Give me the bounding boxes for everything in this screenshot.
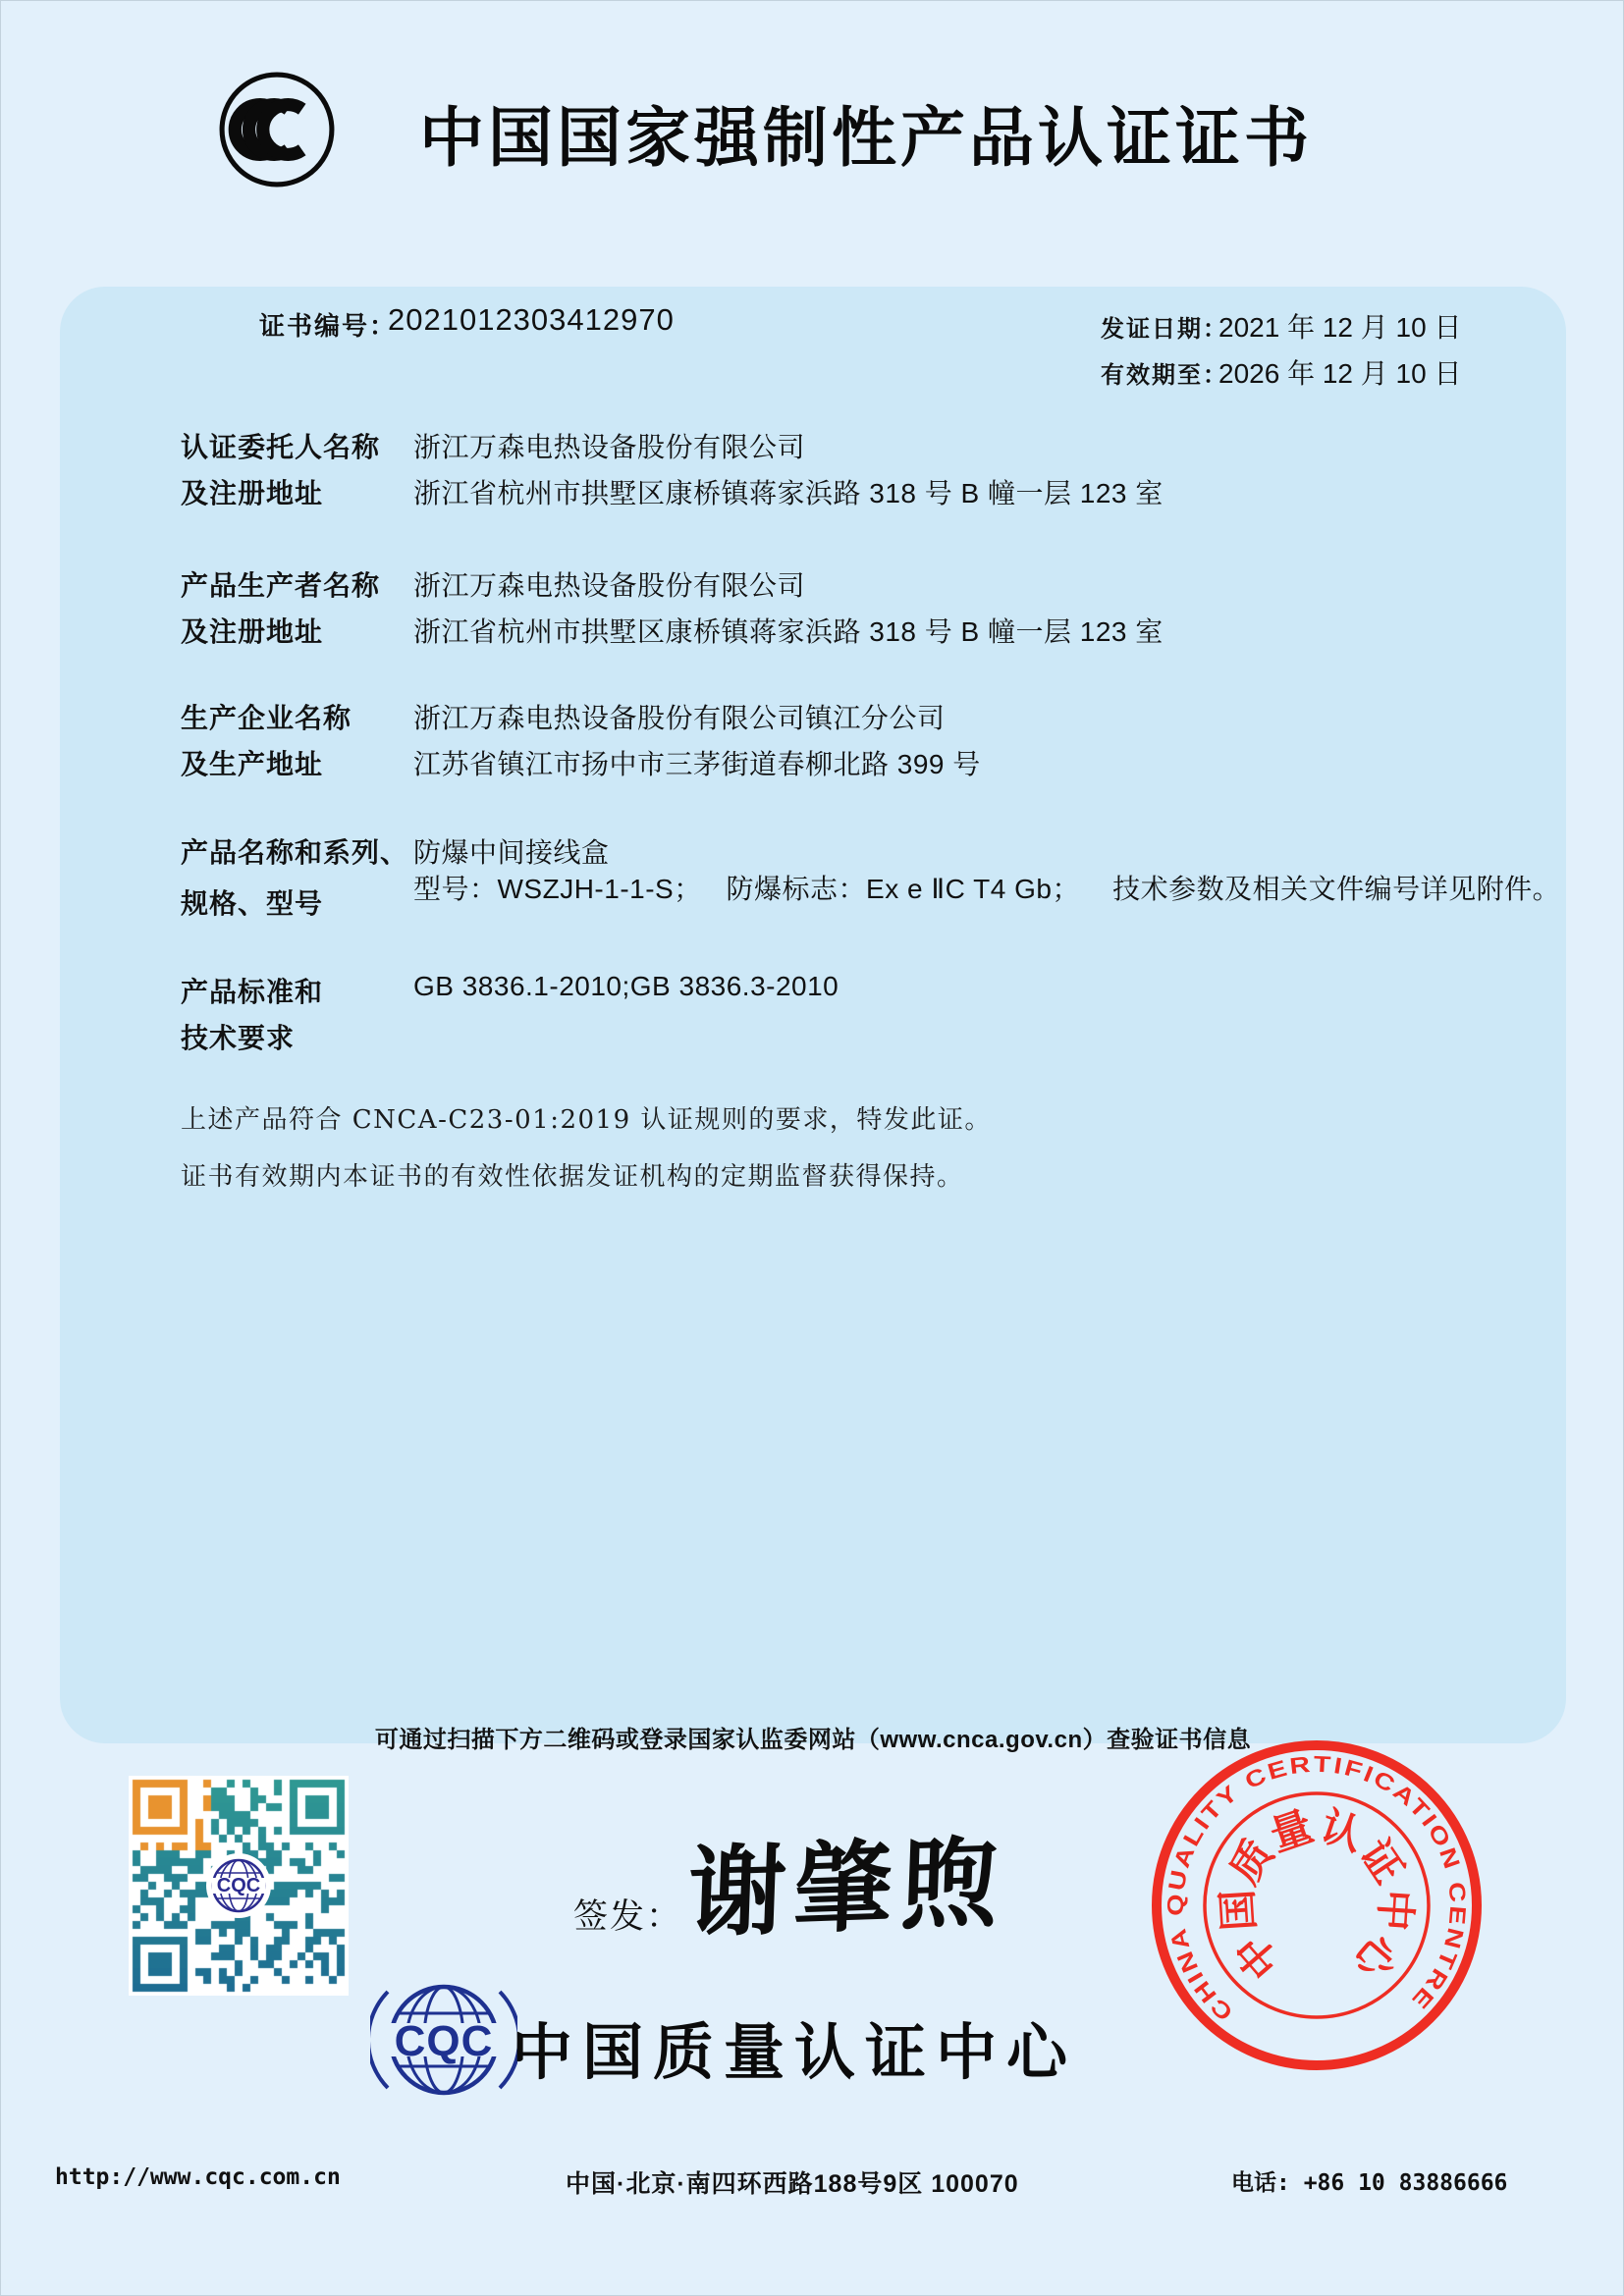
field-label: 产品生产者名称 [181,570,381,601]
issue-date-value: 2021 年 12 月 10 日 [1218,312,1462,343]
stamp-cn-text [1214,1802,1419,1989]
stamp-cn-char: 中 [1226,1926,1289,1988]
cert-number-value: 2021012303412970 [388,302,675,337]
sign-label: 签发： [573,1897,683,1937]
cqc-name: 中国质量认证中心 [512,2019,1078,2087]
field-value: 型号：WSZJH-1-1-S； 防爆标志：Ex e ⅡC T4 Gb； 技术参数及相关文件编号详见附件。 [413,874,1561,904]
field-label: 生产企业名称 [181,703,352,733]
field-label: 技术要求 [181,1023,296,1053]
cqc-logo-text: CQC [394,2017,494,2065]
stamp-cn-char: 心 [1344,1926,1407,1988]
field-label: 产品名称和系列、 [181,837,409,868]
stamp-cn-char: 中 [1371,1888,1420,1933]
field-value: GB 3836.1-2010;GB 3836.3-2010 [413,971,839,1001]
qr-logo-text: CQC [216,1875,261,1896]
field-value: 浙江万森电热设备股份有限公司 [413,570,806,601]
cert-number-label: 证书编号： [259,312,398,342]
stamp-en-text: CHINA QUALITY CERTIFICATION CENTRE [1162,1750,1472,2026]
field-value: 浙江万森电热设备股份有限公司镇江分公司 [413,703,946,733]
stamp-cn-char: 国 [1214,1888,1263,1933]
field-label: 及生产地址 [181,749,324,779]
signature: 谢肇煦 [685,1824,1008,1951]
valid-date-value: 2026 年 12 月 10 日 [1218,358,1462,389]
footer-website: http://www.cqc.com.cn [55,2164,341,2190]
field-label: 及注册地址 [181,616,324,647]
ccc-logo-icon [217,70,337,189]
cqc-logo-icon [370,1976,517,2104]
field-label: 规格、型号 [181,888,324,919]
field-value: 浙江省杭州市拱墅区康桥镇蒋家浜路 318 号 B 幢一层 123 室 [413,478,1164,508]
stamp-cn-char: 证 [1351,1831,1413,1892]
stamp-cn-char: 量 [1264,1802,1319,1860]
field-value: 浙江省杭州市拱墅区康桥镇蒋家浜路 318 号 B 幢一层 123 室 [413,616,1164,647]
field-value: 江苏省镇江市扬中市三茅街道春柳北路 399 号 [413,749,981,779]
stamp-cn-char: 质 [1220,1831,1282,1892]
issue-date-label: 发证日期： [1101,314,1228,343]
stamp-cn-char: 认 [1315,1802,1370,1860]
notice-line-1: 上述产品符合 CNCA-C23-01:2019 认证规则的要求，特发此证。 [181,1105,992,1135]
field-label: 认证委托人名称 [181,432,381,462]
notice-line-2: 证书有效期内本证书的有效性依据发证机构的定期监督获得保持。 [181,1162,964,1192]
field-label: 及注册地址 [181,478,324,508]
footer-address: 中国·北京·南四环西路188号9区 100070 [566,2170,1019,2198]
field-value: 浙江万森电热设备股份有限公司 [413,432,806,462]
footer-phone: 电话: +86 10 83886666 [1231,2170,1508,2196]
qr-cqc-logo-icon [204,1851,273,1920]
field-value: 防爆中间接线盒 [413,837,610,868]
field-label: 产品标准和 [181,977,324,1007]
verify-instruction: 可通过扫描下方二维码或登录国家认监委网站（www.cnca.gov.cn）查验证书信息 [374,1727,1252,1753]
official-stamp-icon [1138,1727,1495,2084]
page-title: 中国国家强制性产品认证证书 [419,101,1313,174]
valid-date-label: 有效期至： [1101,360,1228,389]
